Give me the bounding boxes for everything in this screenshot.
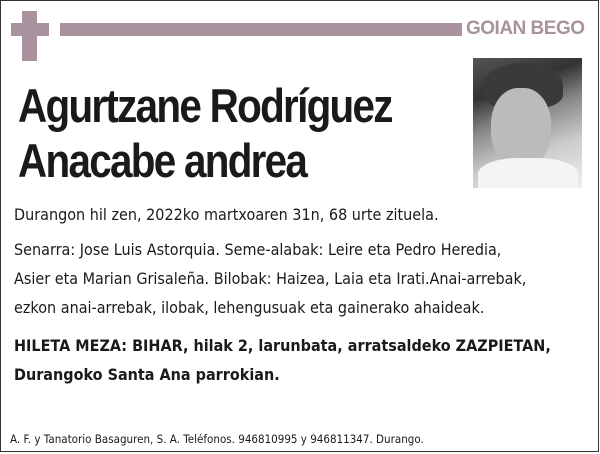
- header-rule: [60, 23, 462, 36]
- death-info: Durangon hil zen, 2022ko martxoaren 31n, 68 urte zituela.: [14, 205, 439, 224]
- funeral-line: Durangoko Santa Ana parrokian.: [14, 365, 280, 384]
- family-line: Senarra: Jose Luis Astorquia. Seme-alabak: Leire eta Pedro Heredia,: [14, 240, 502, 259]
- portrait-photo: [473, 58, 582, 188]
- family-line: Asier eta Marian Grisaleña. Bilobak: Haizea, Laia eta Irati.Anai-arrebak,: [14, 269, 527, 288]
- funeral-home-footer: A. F. y Tanatorio Basaguren, S. A. Teléfonos. 946810995 y 946811347. Durango.: [10, 432, 424, 446]
- funeral-line: HILETA MEZA: BIHAR, hilak 2, larunbata, arratsaldeko ZAZPIETAN,: [14, 336, 551, 355]
- deceased-name-line1: Agurtzane Rodríguez: [18, 79, 392, 132]
- family-line: ezkon anai-arrebak, ilobak, lehengusuak eta gainerako ahaideak.: [14, 298, 485, 317]
- deceased-name-line2: Anacabe andrea: [18, 134, 307, 187]
- section-label: GOIAN BEGO: [466, 18, 585, 39]
